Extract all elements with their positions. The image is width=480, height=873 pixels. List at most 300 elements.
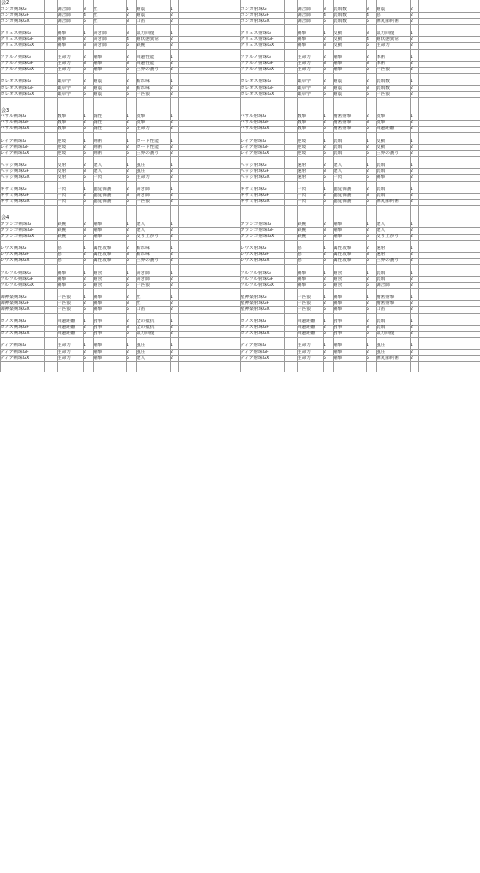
table-cell[interactable]: 風圧	[136, 349, 146, 355]
table-cell[interactable]: 鉄腕	[136, 43, 146, 48]
table-cell[interactable]: 斬れ味	[136, 246, 150, 252]
row-label-left[interactable]: ギザミ剣珠GX	[0, 199, 30, 205]
table-cell[interactable]: 剛撃	[333, 355, 343, 361]
table-cell[interactable]: 攻撃	[376, 120, 386, 126]
table-cell[interactable]: 薬草学	[57, 85, 71, 91]
table-cell[interactable]: 2	[170, 168, 173, 174]
table-cell[interactable]: 3	[366, 85, 369, 91]
row-label-right[interactable]: ヘッジ射珠G	[240, 162, 267, 168]
table-cell[interactable]: 鉄腕	[297, 228, 307, 233]
table-cell[interactable]: 3	[323, 6, 326, 12]
table-cell[interactable]: 痛撃	[333, 307, 343, 312]
table-cell[interactable]: 2	[410, 349, 413, 355]
row-label-right[interactable]: ファルノ射珠G	[240, 55, 271, 61]
table-cell[interactable]: 剣術	[93, 144, 103, 150]
table-cell[interactable]: 達人	[136, 355, 146, 361]
row-label-right[interactable]: ギザミ射珠G	[240, 187, 267, 193]
table-cell[interactable]: 速射	[297, 175, 307, 180]
table-cell[interactable]: 5	[83, 307, 86, 312]
row-label-right[interactable]: バサル射珠GF	[240, 120, 269, 126]
table-cell[interactable]: 薬草学	[57, 79, 71, 85]
table-cell[interactable]: 達人	[333, 168, 343, 174]
table-cell[interactable]: 2	[83, 36, 86, 42]
table-cell[interactable]: 食事	[93, 319, 103, 325]
table-cell[interactable]: 一閃	[93, 175, 103, 180]
table-cell[interactable]: 風圧	[376, 349, 386, 355]
table-cell[interactable]: 2	[170, 36, 173, 42]
row-label-left[interactable]: バサル剣珠GX	[0, 126, 30, 132]
table-cell[interactable]: 2	[126, 276, 129, 282]
table-cell[interactable]: 反動	[333, 30, 343, 36]
table-cell[interactable]: 2	[410, 61, 413, 67]
table-cell[interactable]: 属性攻撃	[93, 258, 112, 264]
table-cell[interactable]: 2	[126, 79, 129, 85]
table-cell[interactable]: 1	[323, 246, 326, 252]
row-label-right[interactable]: レウス射珠GF	[240, 252, 270, 258]
table-cell[interactable]: 1	[170, 294, 173, 300]
table-cell[interactable]: 5	[366, 355, 369, 361]
table-cell[interactable]: 痛撃	[93, 294, 103, 300]
table-cell[interactable]: 2	[410, 91, 413, 97]
table-cell[interactable]: 痛撃	[333, 294, 343, 300]
table-cell[interactable]: 4	[323, 12, 326, 18]
table-cell[interactable]: 一匹狼	[136, 199, 150, 205]
table-cell[interactable]: 剛撃	[93, 349, 103, 355]
table-cell[interactable]: 匠	[136, 300, 141, 306]
table-cell[interactable]: 気力回復	[136, 30, 155, 36]
table-cell[interactable]: 怒	[297, 252, 302, 258]
table-cell[interactable]: 数撃	[297, 126, 307, 132]
table-cell[interactable]: 2	[170, 18, 173, 24]
table-cell[interactable]: 3	[126, 85, 129, 91]
table-cell[interactable]: 1	[83, 246, 86, 252]
table-cell[interactable]: 2	[410, 144, 413, 150]
row-label-left[interactable]: ガノス剣珠G	[0, 319, 27, 325]
table-cell[interactable]: 2	[83, 325, 86, 331]
table-cell[interactable]: 2	[170, 12, 173, 18]
row-label-right[interactable]: レイア射珠G	[240, 138, 267, 144]
table-cell[interactable]: 匠	[93, 18, 98, 24]
table-cell[interactable]: 1	[323, 187, 326, 193]
row-label-right[interactable]: バサル射珠GX	[240, 126, 270, 132]
table-cell[interactable]: 一閃	[297, 193, 307, 199]
table-cell[interactable]: 装填数	[376, 79, 390, 85]
table-cell[interactable]: 1	[410, 79, 413, 85]
table-cell[interactable]: 体術	[376, 61, 386, 67]
table-cell[interactable]: 1	[126, 162, 129, 168]
table-cell[interactable]: 研ぎ師	[136, 187, 150, 193]
table-cell[interactable]: 属性攻撃	[93, 246, 112, 252]
table-cell[interactable]: 3	[323, 168, 326, 174]
table-cell[interactable]: 2	[126, 120, 129, 126]
table-cell[interactable]: 5	[323, 91, 326, 97]
table-cell[interactable]: 装填	[376, 276, 386, 282]
table-cell[interactable]: 装填	[376, 319, 386, 325]
table-cell[interactable]: 2	[323, 276, 326, 282]
table-cell[interactable]: 1	[410, 30, 413, 36]
table-cell[interactable]: 怒	[57, 246, 62, 252]
row-label-right[interactable]: フルフル射珠GX	[240, 282, 274, 288]
table-cell[interactable]: 5	[323, 355, 326, 361]
row-label-left[interactable]: ガレオス剣珠GF	[0, 85, 34, 91]
table-cell[interactable]: 2	[170, 325, 173, 331]
table-cell[interactable]: 反射	[57, 175, 67, 180]
row-label-right[interactable]: ギザミ射珠GX	[240, 199, 270, 205]
table-cell[interactable]: 食事	[333, 325, 343, 331]
table-cell[interactable]: 5	[126, 91, 129, 97]
table-cell[interactable]: 3	[83, 61, 86, 67]
table-cell[interactable]: 剛撃	[93, 67, 103, 73]
table-cell[interactable]: 2	[83, 252, 86, 258]
table-cell[interactable]: 1	[126, 221, 129, 227]
table-cell[interactable]: 怒	[57, 252, 62, 258]
table-cell[interactable]: 一匹狼	[376, 91, 390, 97]
table-cell[interactable]: 痛撃	[57, 282, 67, 288]
table-cell[interactable]: 5	[366, 234, 369, 240]
table-cell[interactable]: 調合師	[297, 6, 311, 12]
table-cell[interactable]: 装填数	[333, 6, 347, 12]
table-cell[interactable]: 2	[410, 36, 413, 42]
table-cell[interactable]: 回避性能	[136, 55, 155, 61]
table-cell[interactable]: 2	[170, 61, 173, 67]
table-cell[interactable]: 1	[410, 246, 413, 252]
table-cell[interactable]: 剛撃	[93, 355, 103, 361]
row-label-left[interactable]: ディア剣珠G	[0, 343, 27, 349]
table-cell[interactable]: 装填	[376, 187, 386, 193]
table-cell[interactable]: 生命力	[297, 55, 311, 61]
table-cell[interactable]: 生命力	[136, 175, 150, 180]
table-cell[interactable]: 気力回復	[136, 331, 155, 337]
table-cell[interactable]: ガード性能	[136, 144, 159, 150]
table-cell[interactable]: 3	[83, 85, 86, 91]
table-cell[interactable]: 5	[83, 199, 86, 205]
row-label-left[interactable]: ディア剣珠GF	[0, 349, 29, 355]
table-cell[interactable]: 1	[410, 221, 413, 227]
table-cell[interactable]: 薬草学	[297, 85, 311, 91]
table-cell[interactable]: 痛撃	[297, 270, 307, 276]
table-cell[interactable]: 食事	[93, 325, 103, 331]
table-cell[interactable]: 生命力	[136, 126, 150, 132]
table-cell[interactable]: 回避性能	[136, 61, 155, 67]
table-cell[interactable]: 3	[366, 193, 369, 199]
table-cell[interactable]: 属性攻撃	[333, 252, 352, 258]
table-cell[interactable]: 5	[323, 67, 326, 73]
table-cell[interactable]: 1	[410, 343, 413, 349]
row-label-left[interactable]: レイア剣珠GX	[0, 150, 30, 156]
table-cell[interactable]: 1	[410, 319, 413, 325]
table-cell[interactable]: 2	[410, 228, 413, 233]
table-cell[interactable]: 2	[366, 114, 369, 120]
table-cell[interactable]: 3	[83, 228, 86, 233]
table-cell[interactable]: 3	[83, 168, 86, 174]
table-cell[interactable]: 5	[323, 282, 326, 288]
table-cell[interactable]: 痛撃	[93, 307, 103, 312]
table-cell[interactable]: 精密射撃	[333, 114, 352, 120]
table-cell[interactable]: 2	[126, 349, 129, 355]
table-cell[interactable]: 2	[410, 18, 413, 24]
row-label-right[interactable]: コンガ射珠GX	[240, 18, 270, 24]
table-cell[interactable]: 装填	[333, 144, 343, 150]
table-cell[interactable]: 剛撃	[333, 343, 343, 349]
row-label-left[interactable]: ガレオス剣珠GX	[0, 91, 35, 97]
table-cell[interactable]: 5	[366, 282, 369, 288]
row-label-left[interactable]: フルフル剣珠GF	[0, 276, 34, 282]
table-cell[interactable]: 三界の護り	[136, 67, 159, 73]
table-cell[interactable]: 2	[170, 43, 173, 48]
table-cell[interactable]: 達人	[136, 228, 146, 233]
table-cell[interactable]: 3	[366, 6, 369, 12]
table-cell[interactable]: 闘性	[93, 126, 103, 132]
table-cell[interactable]: 2	[170, 331, 173, 337]
table-cell[interactable]: 生命力	[57, 55, 71, 61]
table-cell[interactable]: 1	[323, 319, 326, 325]
table-cell[interactable]: 攻撃	[136, 114, 146, 120]
table-cell[interactable]: 反射	[57, 168, 67, 174]
table-cell[interactable]: 1	[170, 343, 173, 349]
table-cell[interactable]: 精密射撃	[376, 294, 395, 300]
table-cell[interactable]: 5	[366, 43, 369, 48]
table-cell[interactable]: 2	[170, 300, 173, 306]
table-cell[interactable]: 3	[126, 30, 129, 36]
table-cell[interactable]: 耐震	[136, 12, 146, 18]
table-cell[interactable]: 生命力	[297, 61, 311, 67]
table-cell[interactable]: 2	[410, 355, 413, 361]
table-cell[interactable]: 1	[323, 294, 326, 300]
table-cell[interactable]: 精密射撃	[376, 300, 395, 306]
row-label-left[interactable]: ディア剣珠GX	[0, 355, 30, 361]
table-cell[interactable]: 研ぎ師	[136, 270, 150, 276]
table-cell[interactable]: 2	[410, 282, 413, 288]
row-label-right[interactable]: ガレオス射珠G	[240, 79, 272, 85]
table-cell[interactable]: 2	[170, 307, 173, 312]
row-label-right[interactable]: グリュス射珠GF	[240, 36, 274, 42]
row-label-left[interactable]: レウス剣珠GX	[0, 258, 30, 264]
table-cell[interactable]: 4	[126, 36, 129, 42]
table-cell[interactable]: 回避距離	[297, 325, 316, 331]
row-label-right[interactable]: グリュス射珠GX	[240, 43, 275, 48]
row-label-left[interactable]: コンガ剣珠GX	[0, 18, 30, 24]
table-cell[interactable]: 痛撃	[57, 276, 67, 282]
row-label-left[interactable]: 御神楽剣珠G	[0, 294, 27, 300]
table-cell[interactable]: 耐震	[333, 79, 343, 85]
table-cell[interactable]: 2	[366, 319, 369, 325]
table-cell[interactable]: 1	[366, 343, 369, 349]
table-cell[interactable]: 剛撃	[93, 234, 103, 240]
table-cell[interactable]: 耐食	[333, 270, 343, 276]
table-cell[interactable]: 剛撃	[333, 61, 343, 67]
table-cell[interactable]: 風圧	[376, 343, 386, 349]
table-cell[interactable]: 耐食	[333, 282, 343, 288]
table-cell[interactable]: 2	[366, 246, 369, 252]
table-cell[interactable]: 生命力	[57, 67, 71, 73]
table-cell[interactable]: 2	[170, 175, 173, 180]
table-cell[interactable]: 2	[323, 144, 326, 150]
table-cell[interactable]: 装填	[376, 162, 386, 168]
table-cell[interactable]: 気力回復	[376, 331, 395, 337]
table-cell[interactable]: 2	[83, 221, 86, 227]
table-cell[interactable]: 3	[366, 120, 369, 126]
table-cell[interactable]: 2	[410, 234, 413, 240]
table-cell[interactable]: 3	[126, 325, 129, 331]
table-cell[interactable]: 4	[83, 12, 86, 18]
table-cell[interactable]: 装填数	[333, 18, 347, 24]
row-label-left[interactable]: ブランゴ剣珠G	[0, 221, 32, 227]
table-cell[interactable]: 2	[170, 252, 173, 258]
table-cell[interactable]: 1	[83, 319, 86, 325]
row-label-right[interactable]: ブランゴ射珠GX	[240, 234, 275, 240]
table-cell[interactable]: 5	[126, 150, 129, 156]
table-cell[interactable]: 装填	[333, 138, 343, 144]
table-cell[interactable]: 4	[366, 12, 369, 18]
table-cell[interactable]: 2	[323, 193, 326, 199]
table-cell[interactable]: 斬れ味	[136, 252, 150, 258]
row-label-right[interactable]: コンガ射珠GF	[240, 12, 270, 18]
table-cell[interactable]: 聴覚保護	[333, 199, 352, 205]
row-label-left[interactable]: ガレオス剣珠G	[0, 79, 32, 85]
table-cell[interactable]: 2	[170, 144, 173, 150]
table-cell[interactable]: 2	[323, 349, 326, 355]
table-cell[interactable]: 一閃	[57, 193, 67, 199]
table-cell[interactable]: 2	[170, 276, 173, 282]
table-cell[interactable]: 数撃	[57, 126, 67, 132]
row-label-right[interactable]: 星神楽射珠G	[240, 294, 267, 300]
table-cell[interactable]: 生命力	[297, 349, 311, 355]
table-cell[interactable]: 達人	[333, 162, 343, 168]
table-cell[interactable]: 1	[126, 343, 129, 349]
table-cell[interactable]: 痛撃	[297, 276, 307, 282]
row-label-left[interactable]: フルフル剣珠GX	[0, 282, 34, 288]
table-cell[interactable]: 研ぎ師	[93, 43, 107, 48]
table-cell[interactable]: 闘性	[93, 114, 103, 120]
table-cell[interactable]: 5	[126, 199, 129, 205]
table-cell[interactable]: 2	[410, 168, 413, 174]
table-cell[interactable]: 研ぎ師	[136, 276, 150, 282]
row-label-left[interactable]: コンガ剣珠G	[0, 6, 27, 12]
table-cell[interactable]: 耐食	[333, 276, 343, 282]
table-cell[interactable]: 5	[323, 199, 326, 205]
table-cell[interactable]: 1	[83, 138, 86, 144]
table-cell[interactable]: 5	[126, 258, 129, 264]
table-cell[interactable]: 剛撃	[333, 349, 343, 355]
row-label-right[interactable]: ブランゴ射珠G	[240, 221, 272, 227]
table-cell[interactable]: 3	[323, 228, 326, 233]
table-cell[interactable]: 3	[126, 300, 129, 306]
table-cell[interactable]: 5	[126, 43, 129, 48]
table-cell[interactable]: 2	[323, 252, 326, 258]
table-cell[interactable]: 5	[366, 199, 369, 205]
table-cell[interactable]: 2	[410, 258, 413, 264]
table-cell[interactable]: 2	[366, 79, 369, 85]
table-cell[interactable]: 2	[410, 12, 413, 18]
table-cell[interactable]: 2	[170, 258, 173, 264]
table-cell[interactable]: 2	[170, 91, 173, 97]
table-cell[interactable]: 1	[126, 270, 129, 276]
table-cell[interactable]: 口笛	[376, 307, 386, 312]
row-label-right[interactable]: フルフル射珠GF	[240, 276, 274, 282]
table-cell[interactable]: 調合師	[57, 18, 71, 24]
table-cell[interactable]: 反動	[376, 144, 386, 150]
row-label-left[interactable]: ファルノ剣珠GX	[0, 67, 34, 73]
table-cell[interactable]: 反射	[57, 162, 67, 168]
table-cell[interactable]: 1	[410, 138, 413, 144]
table-cell[interactable]: 2	[83, 120, 86, 126]
table-cell[interactable]: 達人	[93, 162, 103, 168]
table-cell[interactable]: 5	[126, 331, 129, 337]
table-cell[interactable]: 鉄腕	[57, 234, 67, 240]
table-cell[interactable]: 5	[83, 175, 86, 180]
row-label-left[interactable]: ブランゴ剣珠GF	[0, 228, 34, 233]
table-cell[interactable]: 生命力	[376, 43, 390, 48]
table-cell[interactable]: 1	[410, 55, 413, 61]
table-cell[interactable]: 2	[83, 300, 86, 306]
table-cell[interactable]: 5	[83, 18, 86, 24]
table-cell[interactable]: 達人	[376, 221, 386, 227]
row-label-left[interactable]: グリュス剣珠GX	[0, 43, 35, 48]
table-cell[interactable]: 耐震	[93, 91, 103, 97]
table-cell[interactable]: 2	[410, 175, 413, 180]
row-label-right[interactable]: ファルノ射珠GX	[240, 67, 274, 73]
table-cell[interactable]: 5	[323, 258, 326, 264]
table-cell[interactable]: 反り上がり	[376, 234, 399, 240]
table-cell[interactable]: 攻撃	[136, 120, 146, 126]
table-cell[interactable]: 逆境	[297, 150, 307, 156]
table-cell[interactable]: 耐震	[333, 85, 343, 91]
table-cell[interactable]: 調合師	[57, 6, 71, 12]
table-cell[interactable]: 1	[410, 294, 413, 300]
table-cell[interactable]: 回避距離	[297, 331, 316, 337]
table-cell[interactable]: 一匹狼	[297, 300, 311, 306]
table-cell[interactable]: 装填数	[333, 12, 347, 18]
table-cell[interactable]: 3	[366, 30, 369, 36]
table-cell[interactable]: 5	[83, 126, 86, 132]
table-cell[interactable]: 5	[83, 150, 86, 156]
table-cell[interactable]: 5	[323, 331, 326, 337]
table-cell[interactable]: 耐震	[93, 79, 103, 85]
row-label-right[interactable]: ファルノ射珠GF	[240, 61, 274, 67]
table-cell[interactable]: 一匹狼	[376, 67, 390, 73]
table-cell[interactable]: 耐震	[376, 6, 386, 12]
table-cell[interactable]: 気力回復	[376, 30, 395, 36]
table-cell[interactable]: 2	[170, 67, 173, 73]
table-cell[interactable]: 2	[410, 199, 413, 205]
table-cell[interactable]: 2	[366, 228, 369, 233]
table-cell[interactable]: 1	[170, 246, 173, 252]
table-cell[interactable]: 2	[366, 168, 369, 174]
row-label-right[interactable]: ヘッジ射珠GX	[240, 175, 270, 180]
table-cell[interactable]: 2	[83, 193, 86, 199]
table-cell[interactable]: 達人	[93, 168, 103, 174]
row-label-right[interactable]: レウス射珠GX	[240, 258, 270, 264]
table-cell[interactable]: 薬草学	[297, 79, 311, 85]
row-label-right[interactable]: 星神楽射珠GF	[240, 300, 270, 306]
table-cell[interactable]: 装填	[376, 193, 386, 199]
table-cell[interactable]: 回避距離	[57, 331, 76, 337]
table-cell[interactable]: 1	[323, 138, 326, 144]
table-cell[interactable]: 5	[126, 126, 129, 132]
table-cell[interactable]: 回避距離	[57, 319, 76, 325]
table-cell[interactable]: 1	[170, 6, 173, 12]
table-cell[interactable]: 5	[126, 307, 129, 312]
table-cell[interactable]: 2	[366, 300, 369, 306]
table-cell[interactable]: 一匹狼	[57, 300, 71, 306]
table-cell[interactable]: 5	[366, 150, 369, 156]
table-cell[interactable]: 1	[366, 270, 369, 276]
table-cell[interactable]: 5	[366, 307, 369, 312]
row-label-right[interactable]: ヘッジ射珠GF	[240, 168, 270, 174]
table-cell[interactable]: 4	[366, 36, 369, 42]
row-label-right[interactable]: バサル射珠G	[240, 114, 267, 120]
table-cell[interactable]: 聴覚保護	[93, 199, 112, 205]
